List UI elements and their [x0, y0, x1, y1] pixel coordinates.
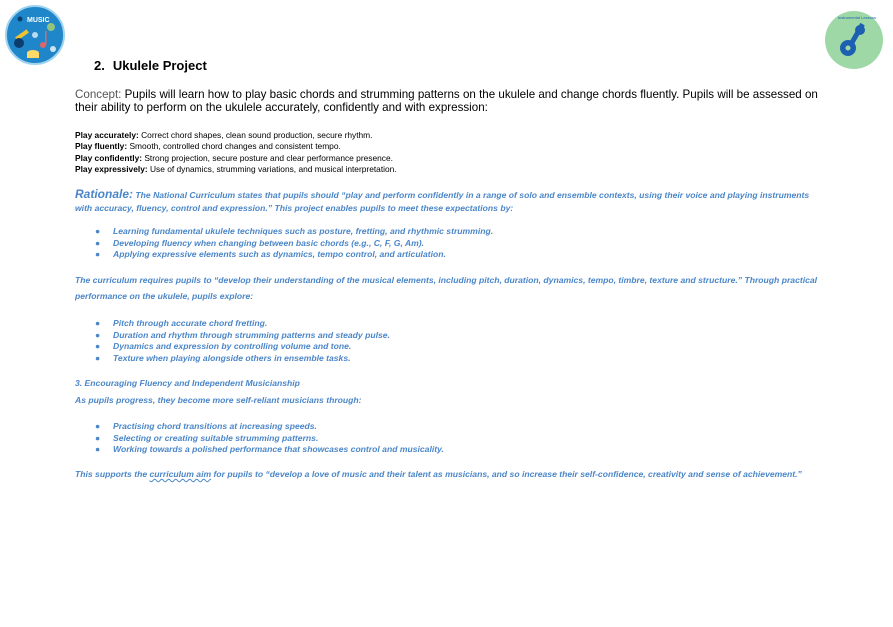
section-title: Ukulele Project: [112, 58, 207, 73]
criterion-term: Play accurately:: [75, 130, 139, 140]
assessment-criteria: [75, 130, 820, 176]
criterion-desc: Strong projection, secure posture and clear performance presence.: [144, 152, 393, 163]
progress-list: [95, 421, 795, 456]
list-item: ● Texture when playing alongside others in ensemble tasks.: [95, 352, 351, 363]
concept-label: Concept:: [75, 88, 122, 101]
criterion: [75, 153, 820, 164]
criterion-desc: Use of dynamics, strumming variations, and musical interpretation.: [149, 164, 397, 175]
rationale-text: The National Curriculum states that pupils should “play and perform confidently in a range of solo and ensemble contexts, using their voice and playing instruments with accuracy, fluency, control and expression.” This project enables pupils to meet these expectations by:: [75, 190, 810, 213]
list-item: ● Practising chord transitions at increasing speeds.: [95, 421, 317, 431]
criterion: [75, 130, 820, 141]
concept-text: Pupils will learn how to play basic chords and strumming patterns on the ukulele and change chords fluently. Pupils will be assessed on their ability to perform on the ukulele accurately, confidently and with expression:: [75, 88, 818, 114]
curriculum-paragraph: The curriculum requires pupils to “develop their understanding of the musical elements, including pitch, duration, dynamics, tempo, timbre, texture and structure.” Through practical performance on the ukulele, pupils explore:: [75, 275, 818, 301]
criterion-term: Play confidently:: [75, 152, 143, 163]
elements-list: [95, 318, 795, 364]
list-item: ● Learning fundamental ukulele techniques such as posture, fretting, and rhythmic strumming.: [95, 226, 494, 236]
list-item: ● Dynamics and expression by controlling volume and tone.: [95, 341, 352, 352]
rationale-label: Rationale:: [75, 187, 134, 201]
rationale-paragraph: [75, 188, 820, 215]
criterion: [75, 141, 820, 152]
instrumental-logo: [824, 10, 884, 70]
list-item: ● Pitch through accurate chord fretting.: [95, 318, 268, 328]
list-item: ● Selecting or creating suitable strumming patterns.: [95, 432, 319, 443]
music-logo: [5, 5, 65, 65]
criterion-term: Play fluently:: [75, 141, 128, 152]
criterion-desc: Smooth, controlled chord changes and consistent tempo.: [129, 141, 341, 152]
criterion: [75, 164, 820, 175]
list-item: ● Working towards a polished performance that showcases control and musicality.: [95, 444, 444, 455]
instrumental-logo-label: Instrumental Lessons: [838, 15, 877, 20]
criterion-term: Play expressively:: [75, 164, 148, 175]
music-logo-label: MUSIC: [27, 17, 50, 24]
page-title: [94, 58, 207, 73]
section3-heading: 3. Encouraging Fluency and Independent Musicianship: [75, 378, 300, 388]
section-number: 2.: [94, 58, 105, 73]
technique-list: [95, 226, 795, 261]
section3-intro: As pupils progress, they become more self-reliant musicians through:: [75, 395, 362, 405]
curriculum-aim-text: curriculum aim: [149, 469, 212, 479]
list-item: ● Applying expressive elements such as dynamics, tempo control, and articulation.: [95, 249, 446, 260]
list-item: ● Developing fluency when changing between basic chords (e.g., C, F, G, Am).: [95, 237, 425, 248]
closing-paragraph: This supports the curriculum aim for pupils to “develop a love of music and their talent as musicians, and so increase their self-confidence, creativity and sense of achievement.”: [75, 469, 802, 479]
drum-icon: [27, 50, 39, 58]
criterion-desc: Correct chord shapes, clean sound production, secure rhythm.: [141, 130, 373, 140]
list-item: ● Duration and rhythm through strumming patterns and steady pulse.: [95, 329, 390, 340]
concept-paragraph: [75, 88, 820, 114]
